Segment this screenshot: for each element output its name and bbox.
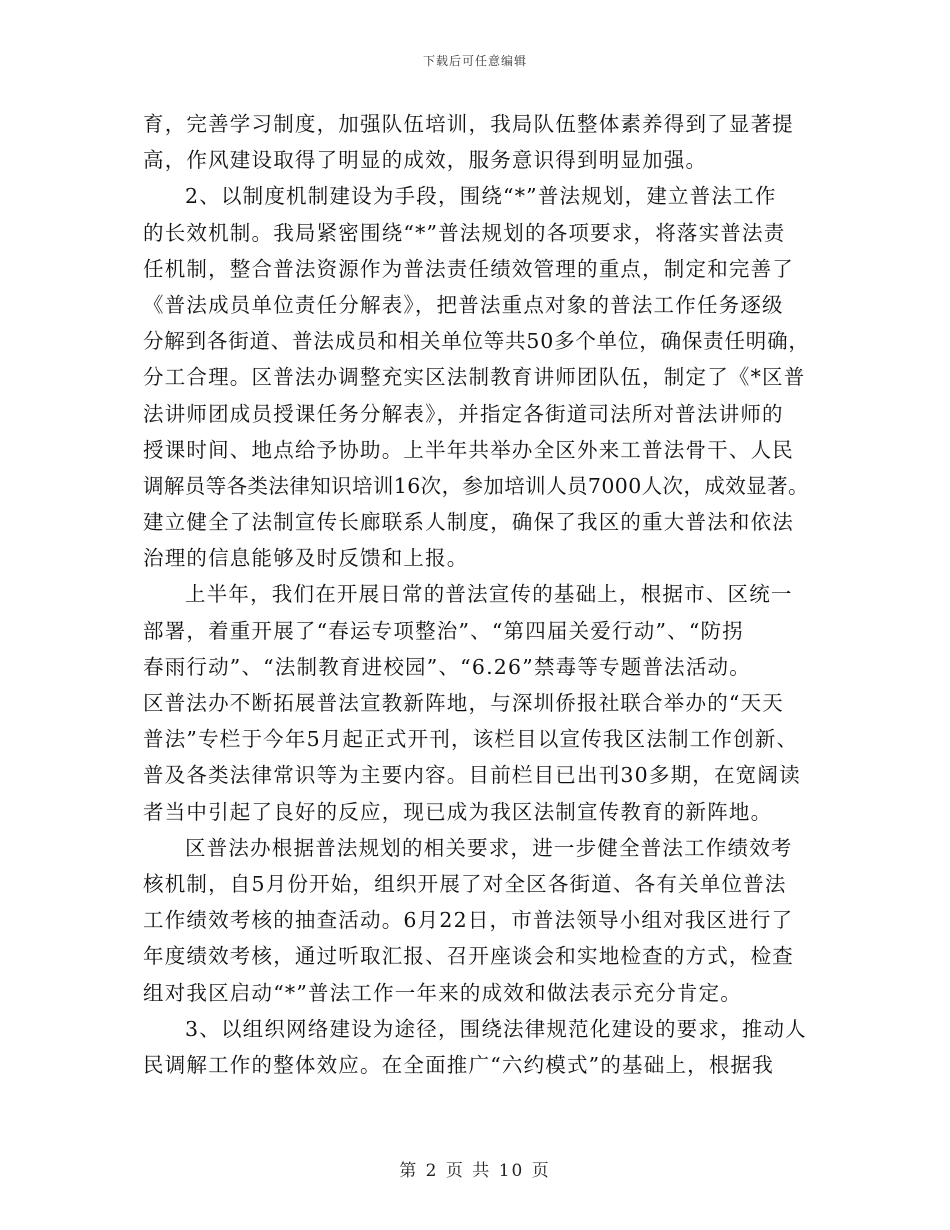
text-line: 普法”专栏于今年5月起正式开刊，该栏目以宣传我区法制工作创新、 [143, 727, 799, 752]
document-body [143, 106, 815, 1083]
text-line: 2、以制度机制建设为手段，围绕“*”普法规划，建立普法工作 [185, 184, 777, 209]
text-line: 区普法办不断拓展普法宣教新阵地，与深圳侨报社联合举办的“天天 [143, 691, 784, 715]
text-line: 年度绩效考核，通过听取汇报、召开座谈会和实地检查的方式，检查 [143, 944, 794, 969]
text-line: 者当中引起了良好的反应，现已成为我区法制宣传教育的新阵地。 [143, 799, 773, 824]
text-line: 调解员等各类法律知识培训16次，参加培训人员7000人次，成效显著。 [143, 473, 809, 498]
text-line: 上半年，我们在开展日常的普法宣传的基础上，根据市、区统一 [185, 582, 793, 607]
text-line: 的长效机制。我局紧密围绕“*”普法规划的各项要求，将落实普法责 [143, 220, 786, 245]
page-header: 下载后可任意编辑 [422, 54, 527, 68]
text-line: 核机制，自5月份开始，组织开展了对全区各街道、各有关单位普法 [143, 871, 787, 896]
text-line: 育，完善学习制度，加强队伍培训，我局队伍整体素养得到了显著提 [143, 112, 794, 136]
text-line: 区普法办根据普法规划的相关要求，进一步健全普法工作绩效考 [185, 835, 793, 860]
text-line: 民调解工作的整体效应。在全面推广“六约模式”的基础上，根据我 [143, 1052, 774, 1077]
text-line: 工作绩效考核的抽查活动。6月22日，市普法领导小组对我区进行了 [143, 908, 794, 933]
text-line: 3、以组织网络建设为途径，围绕法律规范化建设的要求，推动人 [185, 1016, 807, 1041]
text-line: 建立健全了法制宣传长廊联系人制度，确保了我区的重大普法和依法 [143, 510, 794, 535]
text-line: 任机制，整合普法资源作为普法责任绩效管理的重点，制定和完善了 [143, 256, 794, 281]
page-footer: 第 2 页 共 10 页 [399, 1161, 551, 1181]
text-line: 授课时间、地点给予协助。上半年共举办全区外来工普法骨干、人民 [143, 437, 794, 462]
text-line: 春雨行动”、“法制教育进校园”、“6.26”禁毒等专题普法活动。 [143, 654, 751, 679]
text-line: 组对我区启动“*”普法工作一年来的成效和做法表示充分肯定。 [143, 980, 743, 1005]
text-line: 普及各类法律常识等为主要内容。目前栏目已出刊30多期，在宽阔读 [143, 763, 801, 788]
text-line: 法讲师团成员授课任务分解表》，并指定各街道司法所对普法讲师的 [143, 401, 784, 426]
text-line: 分工合理。区普法办调整充实区法制教育讲师团队伍，制定了《*区普 [143, 365, 806, 390]
text-line: 高，作风建设取得了明显的成效，服务意识得到明显加强。 [143, 148, 708, 173]
text-line: 部署，着重开展了“春运专项整治”、“第四届关爱行动”、“防拐 [143, 618, 744, 643]
text-line: 治理的信息能够及时反馈和上报。 [143, 546, 469, 571]
text-line: 《普法成员单位责任分解表》，把普法重点对象的普法工作任务逐级 [143, 292, 784, 317]
text-line: 分解到各街道、普法成员和相关单位等共50多个单位，确保责任明确， [143, 329, 810, 354]
